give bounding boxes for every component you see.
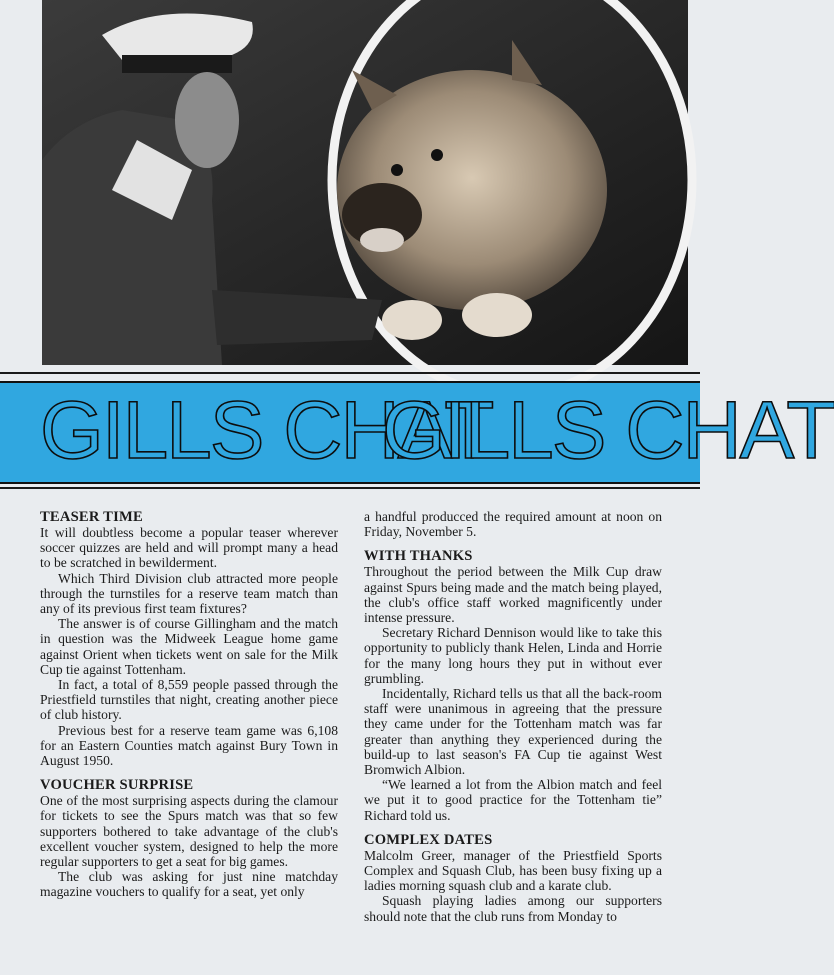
banner-title-1: GILLS CHAT: [40, 385, 493, 476]
section-heading-teaser-time: TEASER TIME: [40, 509, 143, 525]
section-heading-with-thanks: WITH THANKS: [364, 548, 473, 565]
paragraph: The club was asking for just nine matchday magazine vouchers to qualify for a seat, yet only: [40, 869, 338, 900]
banner-title-2: GILLS CHAT: [382, 385, 834, 476]
paragraph: It will doubtless become a popular teaser wherever soccer quizzes are held and will prompt many a head to be scratched in bewilderment.: [40, 525, 338, 571]
paragraph: “We learned a lot from the Albion match and feel we put it to good practice for the Tottenham tie” Richard told us.: [364, 777, 662, 823]
dog-hoop-photo: [42, 0, 688, 365]
paragraph: Incidentally, Richard tells us that all the back-room staff were unanimous in agreeing that the pressure they came under for the Tottenham match was far greater than anything they experienced during the build-up to last season's FA Cup tie against West Bromwich Albion.: [364, 686, 662, 778]
top-rule: [0, 372, 700, 374]
section-heading-complex-dates: COMPLEX DATES: [364, 831, 493, 848]
paragraph: Throughout the period between the Milk Cup draw against Spurs being made and the match being played, the club's office staff worked magnificently under intense pressure.: [364, 564, 662, 626]
section-heading-voucher-surprise: VOUCHER SURPRISE: [40, 777, 194, 794]
paragraph-continued: a handful producced the required amount at noon on Friday, November 5.: [364, 509, 662, 540]
paragraph: In fact, a total of 8,559 people passed through the Priestfield turnstiles that night, creating another piece of club history.: [40, 677, 338, 723]
photo-illustration: [42, 0, 688, 365]
paragraph: One of the most surprising aspects during the clamour for tickets to see the Spurs match was that so few supporters bothered to take advantage of the club's excellent voucher system, designed to help the more regular supporters to get a seat for big games.: [40, 793, 338, 870]
right-column: [364, 509, 662, 924]
gills-chat-banner: [0, 381, 834, 484]
paragraph: Malcolm Greer, manager of the Priestfield Sports Complex and Squash Club, has been busy fixing up a ladies morning squash club and a karate club.: [364, 847, 662, 894]
paragraph: Squash playing ladies among our supporters should note that the club runs from Monday to: [364, 893, 662, 924]
bottom-rule: [0, 487, 700, 489]
paragraph: The answer is of course Gillingham and the match in question was the Midweek League home game against Orient when tickets went on sale for the Milk Cup tie against Tottenham.: [40, 616, 338, 677]
left-column: [40, 509, 338, 900]
paragraph: Previous best for a reserve team game was 6,108 for an Eastern Counties match against Bury Town in August 1950.: [40, 722, 338, 769]
paragraph: Secretary Richard Dennison would like to take this opportunity to publicly thank Helen, Linda and Horrie for the many long hours they put in without ever grumbling.: [364, 625, 662, 686]
paragraph: Which Third Division club attracted more people through the turnstiles for a reserve team match than any of its previous first team fixtures?: [40, 570, 338, 617]
